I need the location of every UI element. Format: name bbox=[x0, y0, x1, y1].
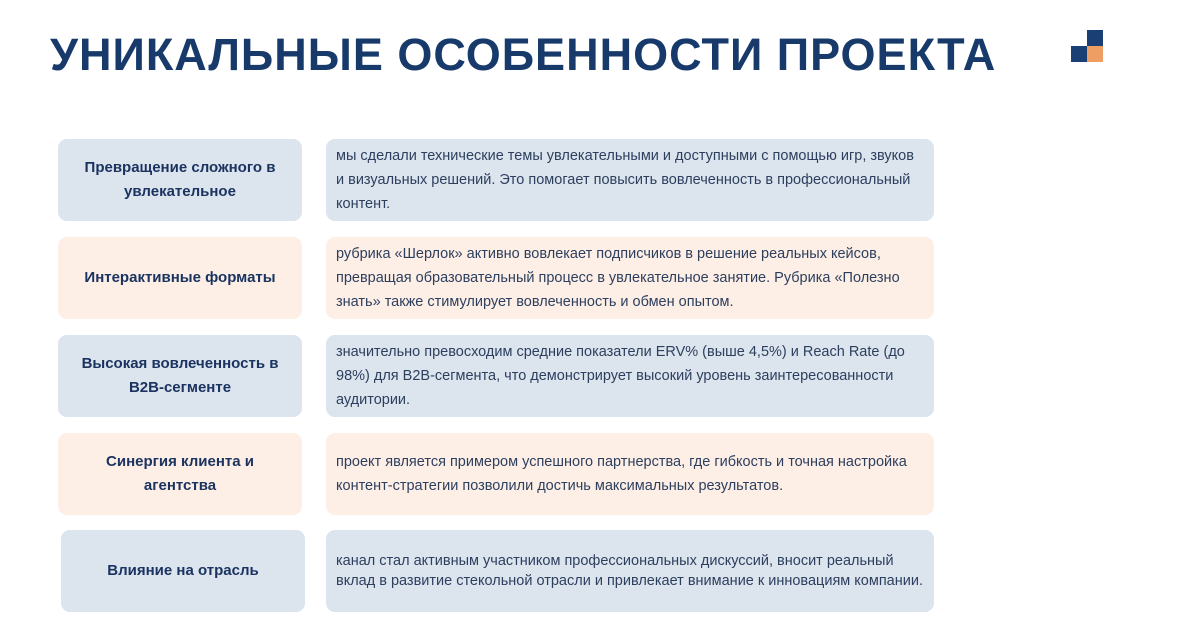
feature-row-3 bbox=[0, 335, 1200, 417]
feature-description: значительно превосходим средние показатели ERV% (выше 4,5%) и Reach Rate (до 98%) для B2B-сегмента, что демонстрирует высокий уровень заинтересованности аудитории. bbox=[326, 335, 934, 417]
feature-label: Синергия клиента и агентства bbox=[58, 433, 302, 515]
feature-description: мы сделали технические темы увлекательными и доступными с помощью игр, звуков и визуальных решений. Это помогает повысить вовлеченность в профессиональный контент. bbox=[326, 139, 934, 221]
page-title: УНИКАЛЬНЫЕ ОСОБЕННОСТИ ПРОЕКТА bbox=[50, 29, 997, 80]
logo-square-top bbox=[1087, 30, 1103, 46]
feature-description: рубрика «Шерлок» активно вовлекает подписчиков в решение реальных кейсов, превращая образовательный процесс в увлекательное занятие. Рубрика «Полезно знать» также стимулирует вовлеченность и обмен опытом. bbox=[326, 237, 934, 319]
feature-description: канал стал активным участником профессиональных дискуссий, вносит реальный вклад в развитие стекольной отрасли и привлекает внимание к инновациям компании. bbox=[326, 530, 934, 612]
feature-label: Интерактивные форматы bbox=[58, 237, 302, 319]
logo-square-left bbox=[1071, 46, 1087, 62]
feature-label: Высокая вовлеченность в B2B-сегменте bbox=[58, 335, 302, 417]
feature-row-2 bbox=[0, 237, 1200, 319]
logo-icon bbox=[1071, 30, 1103, 62]
feature-description: проект является примером успешного партнерства, где гибкость и точная настройка контент-стратегии позволили достичь максимальных результатов. bbox=[326, 433, 934, 515]
feature-row-4 bbox=[0, 433, 1200, 515]
feature-row-5 bbox=[0, 530, 1200, 612]
logo-square-accent bbox=[1087, 46, 1103, 62]
feature-row-1 bbox=[0, 139, 1200, 221]
feature-label: Превращение сложного в увлекательное bbox=[58, 139, 302, 221]
feature-label: Влияние на отрасль bbox=[61, 530, 305, 612]
